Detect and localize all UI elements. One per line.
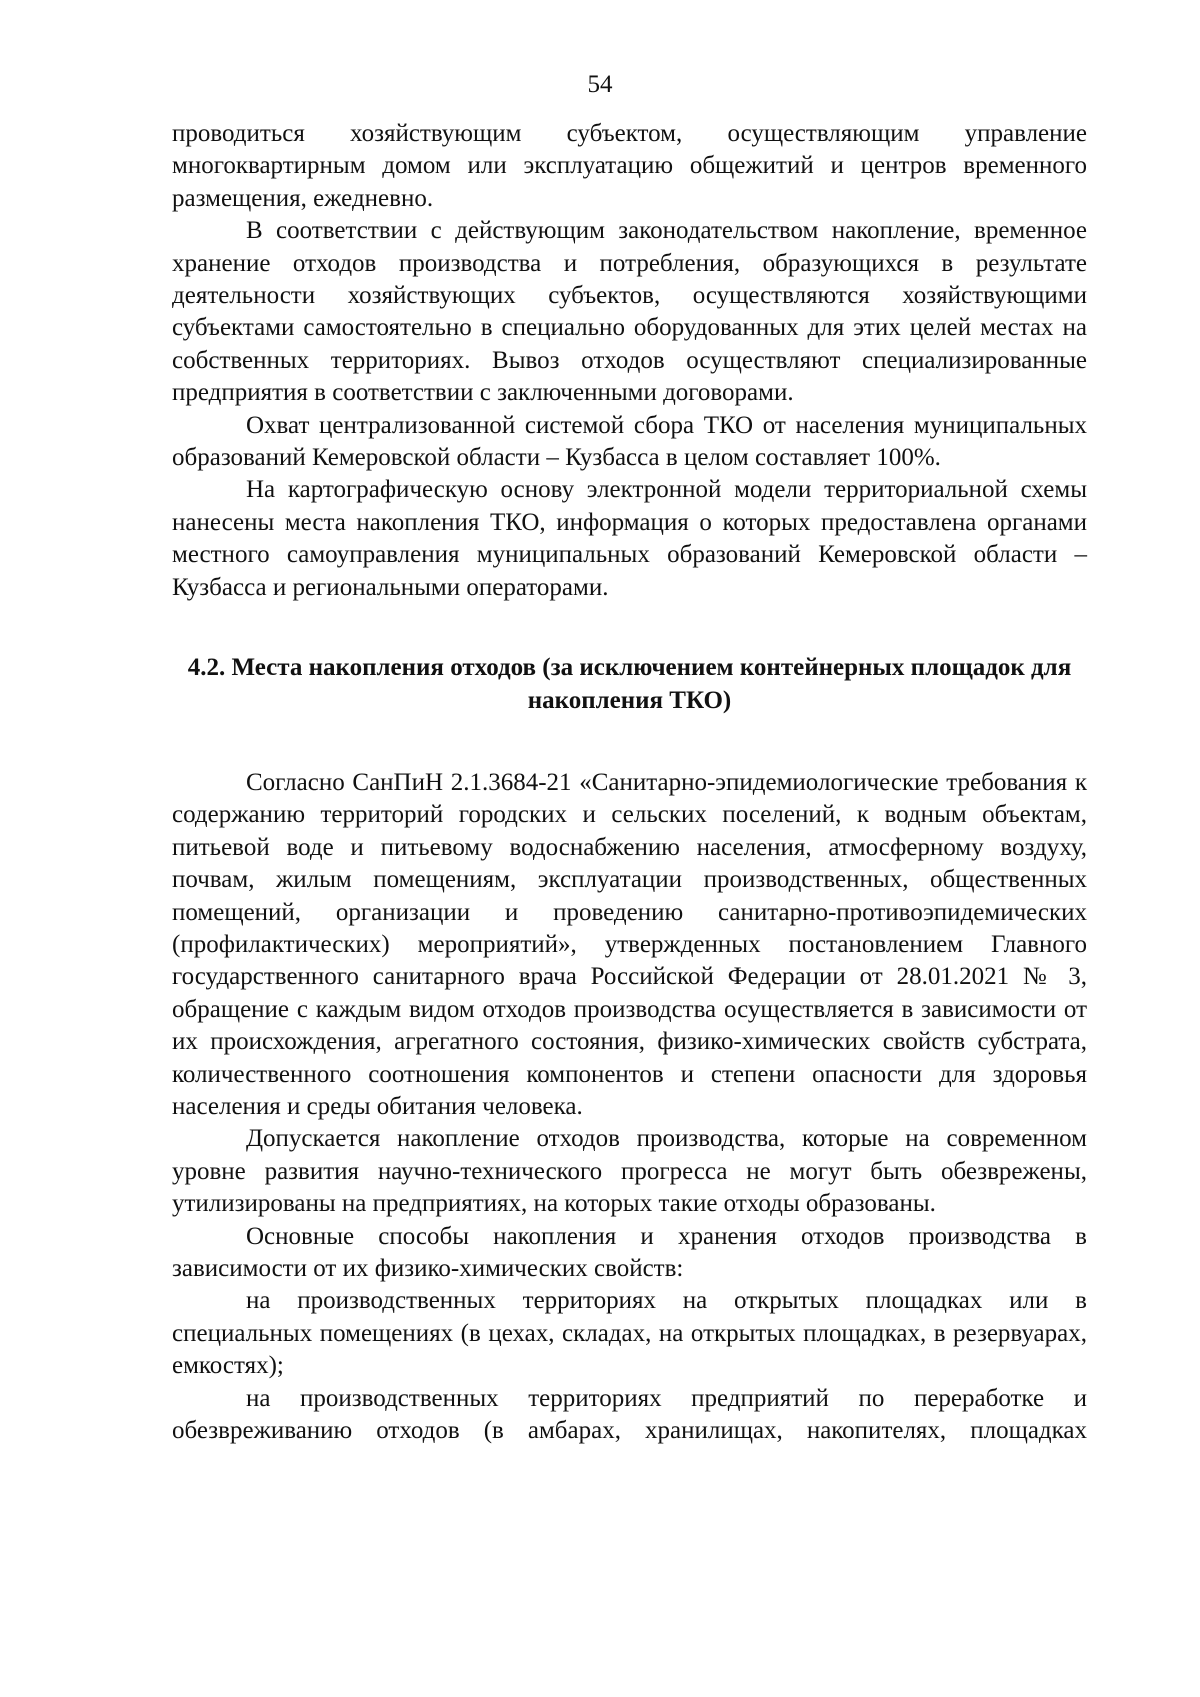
paragraph-method-industrial-sites: на производственных территориях на открытых площадках или в специальных помещениях (в цехах, складах, на открытых площадках, в резервуарах, емкостях);	[172, 1287, 1087, 1380]
page-number: 54	[587, 71, 613, 98]
paragraph-waste-storage-law: В соответствии с действующим законодательством накопление, временное хранение отходов производства и потребления, образующихся в результате деятельности хозяйствующих субъектов, осуществляются хозяйствующими субъектами самостоятельно в специально оборудованных для этих целей местах на собственных территориях. Вывоз отходов осуществляют специализированные предприятия в соответствии с заключенными договорами.	[172, 217, 1087, 407]
paragraph-continuation: проводиться хозяйствующим субъектом, осуществляющим управление многоквартирным домом или эксплуатацию общежитий и центров временного размещения, ежедневно.	[172, 120, 1087, 212]
paragraph-method-processing-sites: на производственных территориях предприятий по переработке и обезвреживанию отходов (в амбарах, хранилищах, накопителях, площадках	[172, 1384, 1087, 1445]
paragraph-storage-methods: Основные способы накопления и хранения отходов производства в зависимости от их физико-химических свойств:	[172, 1222, 1087, 1282]
paragraph-cartographic-basis: На картографическую основу электронной модели территориальной схемы нанесены места накопления ТКО, информация о которых предоставлена органами местного самоуправления муниципальных образований Кемеровской области – Кузбасса и региональными операторами.	[172, 476, 1087, 601]
paragraph-sanpin: Согласно СанПиН 2.1.3684-21 «Санитарно-эпидемиологические требования к содержанию территорий городских и сельских поселений, к водным объектам, питьевой воде и питьевому водоснабжению населения, атмосферному воздуху, почвам, жилым помещениям, эксплуатации производственных, общественных помещений, организации и проведению санитарно-противоэпидемических (профилактических) мероприятий», утвержденных постановлением Главного государственного санитарного врача Российской Федерации от 28.01.2021 № 3, обращение с каждым видом отходов производства осуществляется в зависимости от их происхождения, агрегатного состояния, физико-химических свойств субстрата, количественного соотношения компонентов и степени опасности для здоровья населения и среды обитания человека.	[172, 768, 1087, 1120]
paragraph-allowed-accumulation: Допускается накопление отходов производства, которые на современном уровне развития научно-технического прогресса не могут быть обезврежены, утилизированы на предприятиях, на которых такие отходы образованы.	[172, 1125, 1087, 1218]
paragraph-tko-coverage: Охват централизованной системой сбора ТКО от населения муниципальных образований Кемеровской области – Кузбасса в целом составляет 100%.	[172, 411, 1087, 472]
section-heading: 4.2. Места накопления отходов (за исключением контейнерных площадок для накопления ТКО)	[187, 654, 1072, 714]
document-body	[172, 118, 1087, 1447]
